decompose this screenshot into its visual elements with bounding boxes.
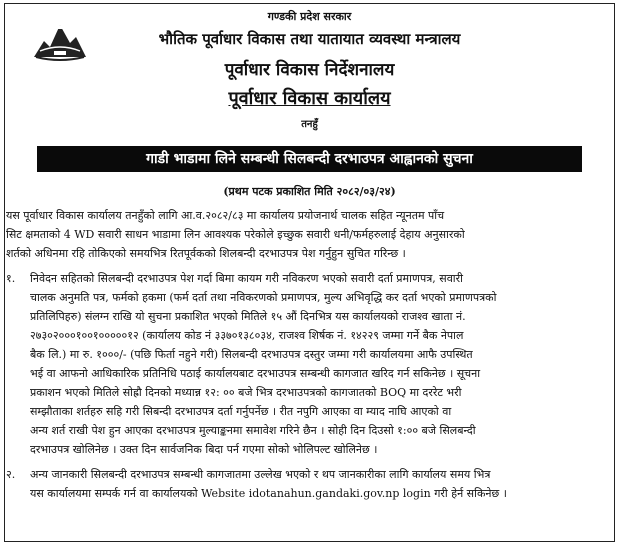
list-item-2-first-line — [6, 465, 611, 484]
list-item-1-first-line — [6, 269, 611, 288]
intro-line: शर्तको अधिनमा रहि तोकिएको समयभित्र रितपूर्वकको शिलबन्दी दरभाउपत्र पेश गर्नुहुन सुचित गरिन्छ । — [6, 247, 406, 260]
header-text: पूर्वाधार विकास निर्देशनालय — [224, 60, 395, 80]
list-item-line: भई वा आफनो आधिकारिक प्रतिनिधि पठाई कार्यालयबाट दरभाउपत्र सम्बन्धी कागजात खरिद गर्न सकिनेछ । सूचना — [30, 367, 481, 380]
notice-body — [6, 206, 611, 503]
list-item-line: अन्य जानकारी सिलबन्दी दरभाउपत्र सम्बन्धी कागजातमा उल्लेख भएको र थप जानकारीका लागि कार्यालय समय भित्र — [30, 468, 491, 481]
intro-line: सिट क्षमताको 4 WD सवारी साधन भाडामा लिन आवश्यक परेकोले इच्छुक सवारी धनी/फर्महरुलाई देहाय अनुसारको — [6, 228, 465, 241]
office-location — [0, 116, 619, 130]
notice-title-banner: गाडी भाडामा लिने सम्बन्धी सिलबन्दी दरभाउपत्र आह्वानको सुचना — [37, 146, 582, 172]
list-item-line: सम्झौताका शर्तहरु सहि गरी सिबन्दी दरभाउपत्र दर्ता गर्नुपर्नेछ । रीत नपुगि आएका वा म्याद नाघि आएको वा — [30, 405, 452, 418]
government-title — [0, 9, 619, 24]
list-item-line: प्रकाशन भएको मितिले सोह्रौ दिनको मध्यान्न १२: ०० बजे भित्र दरभाउपत्रको कागजातको BOQ मा दररेट भरी — [30, 386, 462, 399]
header-text: तनहुँ — [301, 119, 318, 130]
list-item-number: २. — [6, 468, 16, 481]
intro-line: यस पूर्वाधार विकास कार्यालय तनहुँको लागि आ.व.२०८२/८३ मा कार्यालय प्रयोजनार्थ चालक सहित न्यूनतम पाँच — [6, 209, 445, 222]
header-text: भौतिक पूर्वाधार विकास तथा यातायात व्यवस्था मन्त्रालय — [158, 30, 461, 48]
header-text: पूर्वाधार विकास कार्यालय — [228, 88, 391, 109]
list-item-line: बैक लि.) मा रु. १०००/- (पछि फिर्ता नहुने गरी) सिलबन्दी दरभाउपत्र दस्तुर जम्मा गरी कार्यालयमा आफै उपस्थित — [30, 348, 473, 361]
office-title — [0, 86, 619, 110]
directorate-title — [0, 57, 619, 80]
publish-date: (प्रथम पटक प्रकाशित मिति २०८२/०३/२४) — [223, 185, 396, 198]
list-item-line: निवेदन सहितको सिलबन्दी दरभाउपत्र पेश गर्दा बिमा कायम गरी नविकरण भएको सवारी दर्ता प्रमाणपत्र, सवारी — [30, 272, 464, 285]
ministry-title — [0, 29, 619, 49]
list-item-line: दरभाउपत्र खोलिनेछ । उक्त दिन सार्वजनिक बिदा पर्न गएमा सोको भोलिपल्ट खोलिनेछ । — [30, 443, 378, 456]
list-item-line: प्रतिलिपिहरु) संलग्न राखि यो सुचना प्रकाशित भएको मितिले १५ औं दिनभित्र यस कार्यालयको राजश्व खाता नं. — [30, 310, 466, 323]
list-item-number: १. — [6, 272, 16, 285]
list-item-line: २७३०२०००१००१०००००१२ (कार्यालय कोड नं ३३७०१३८०३४, राजश्व शिर्षक नं. १४२२९ जम्मा गर्ने बैक नेपाल — [30, 329, 464, 342]
list-item-line: चालक अनुमति पत्र, फर्मको हकमा (फर्म दर्ता तथा नविकरणको प्रमाणपत्र, मुल्य अभिवृद्धि कर दर्ता भएको प्रमाणपत्रको — [30, 291, 497, 304]
list-item-line: अन्य शर्त राखी पेश हुन आएका दरभाउपत्र मुल्याङ्कनमा समावेश गरिने छैन । सोही दिन दिउसो १:०० बजे सिलबन्दी — [30, 424, 476, 437]
header-text: गण्डकी प्रदेश सरकार — [267, 10, 352, 23]
list-item-line: यस कार्यालयमा सम्पर्क गर्न वा कार्यालयको Website idotanahun.gandaki.gov.np login गरी हेर्न सकिनेछ । — [30, 487, 507, 500]
